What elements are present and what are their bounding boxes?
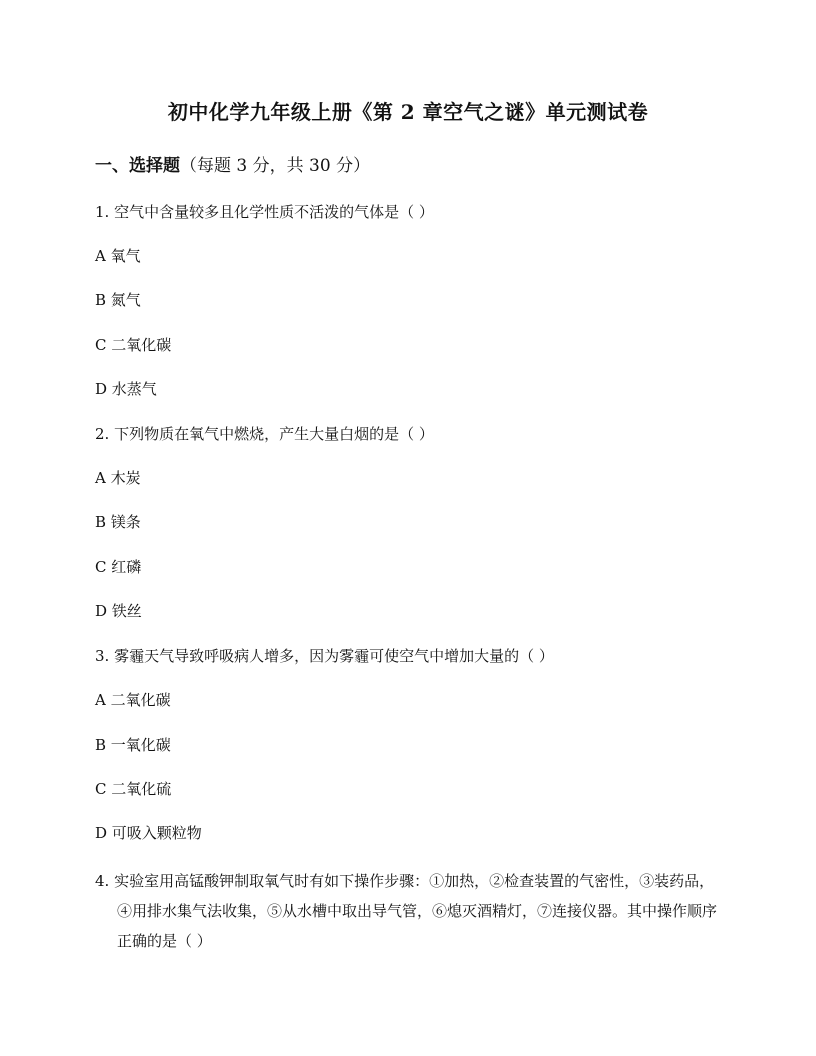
option: C 红磷 [95,558,142,576]
option: C 二氧化硫 [95,780,172,798]
option: B 一氧化碳 [95,736,171,754]
option: A 木炭 [95,469,141,487]
question-stem: 4. 实验室用高锰酸钾制取氧气时有如下操作步骤：①加热，②检查装置的气密性，③装药品，④用排水集气法收集，⑤从水槽中取出导气管，⑥熄灭酒精灯，⑦连接仪器。其中操作顺序正确的是（ ） [95,872,718,950]
option: A 二氧化碳 [95,691,171,709]
option: A 氧气 [95,247,141,265]
option: D 铁丝 [95,602,142,620]
question-stem: 3. 雾霾天气导致呼吸病人增多，因为雾霾可使空气中增加大量的（ ） [95,647,554,665]
section-note: （每题 3 分，共 30 分） [180,156,371,176]
question-stem: 1. 空气中含量较多且化学性质不活泼的气体是（ ） [95,203,434,221]
option: D 可吸入颗粒物 [95,824,202,842]
question-stem: 2. 下列物质在氧气中燃烧，产生大量白烟的是（ ） [95,425,434,443]
section-heading [95,151,370,176]
option: B 氮气 [95,291,141,309]
section-title: 一、选择题 [95,156,180,176]
option: C 二氧化碳 [95,336,172,354]
option: D 水蒸气 [95,380,157,398]
question-block [95,866,725,956]
option: B 镁条 [95,513,141,531]
document-title: 初中化学九年级上册《第 2 章空气之谜》单元测试卷 [167,100,649,124]
